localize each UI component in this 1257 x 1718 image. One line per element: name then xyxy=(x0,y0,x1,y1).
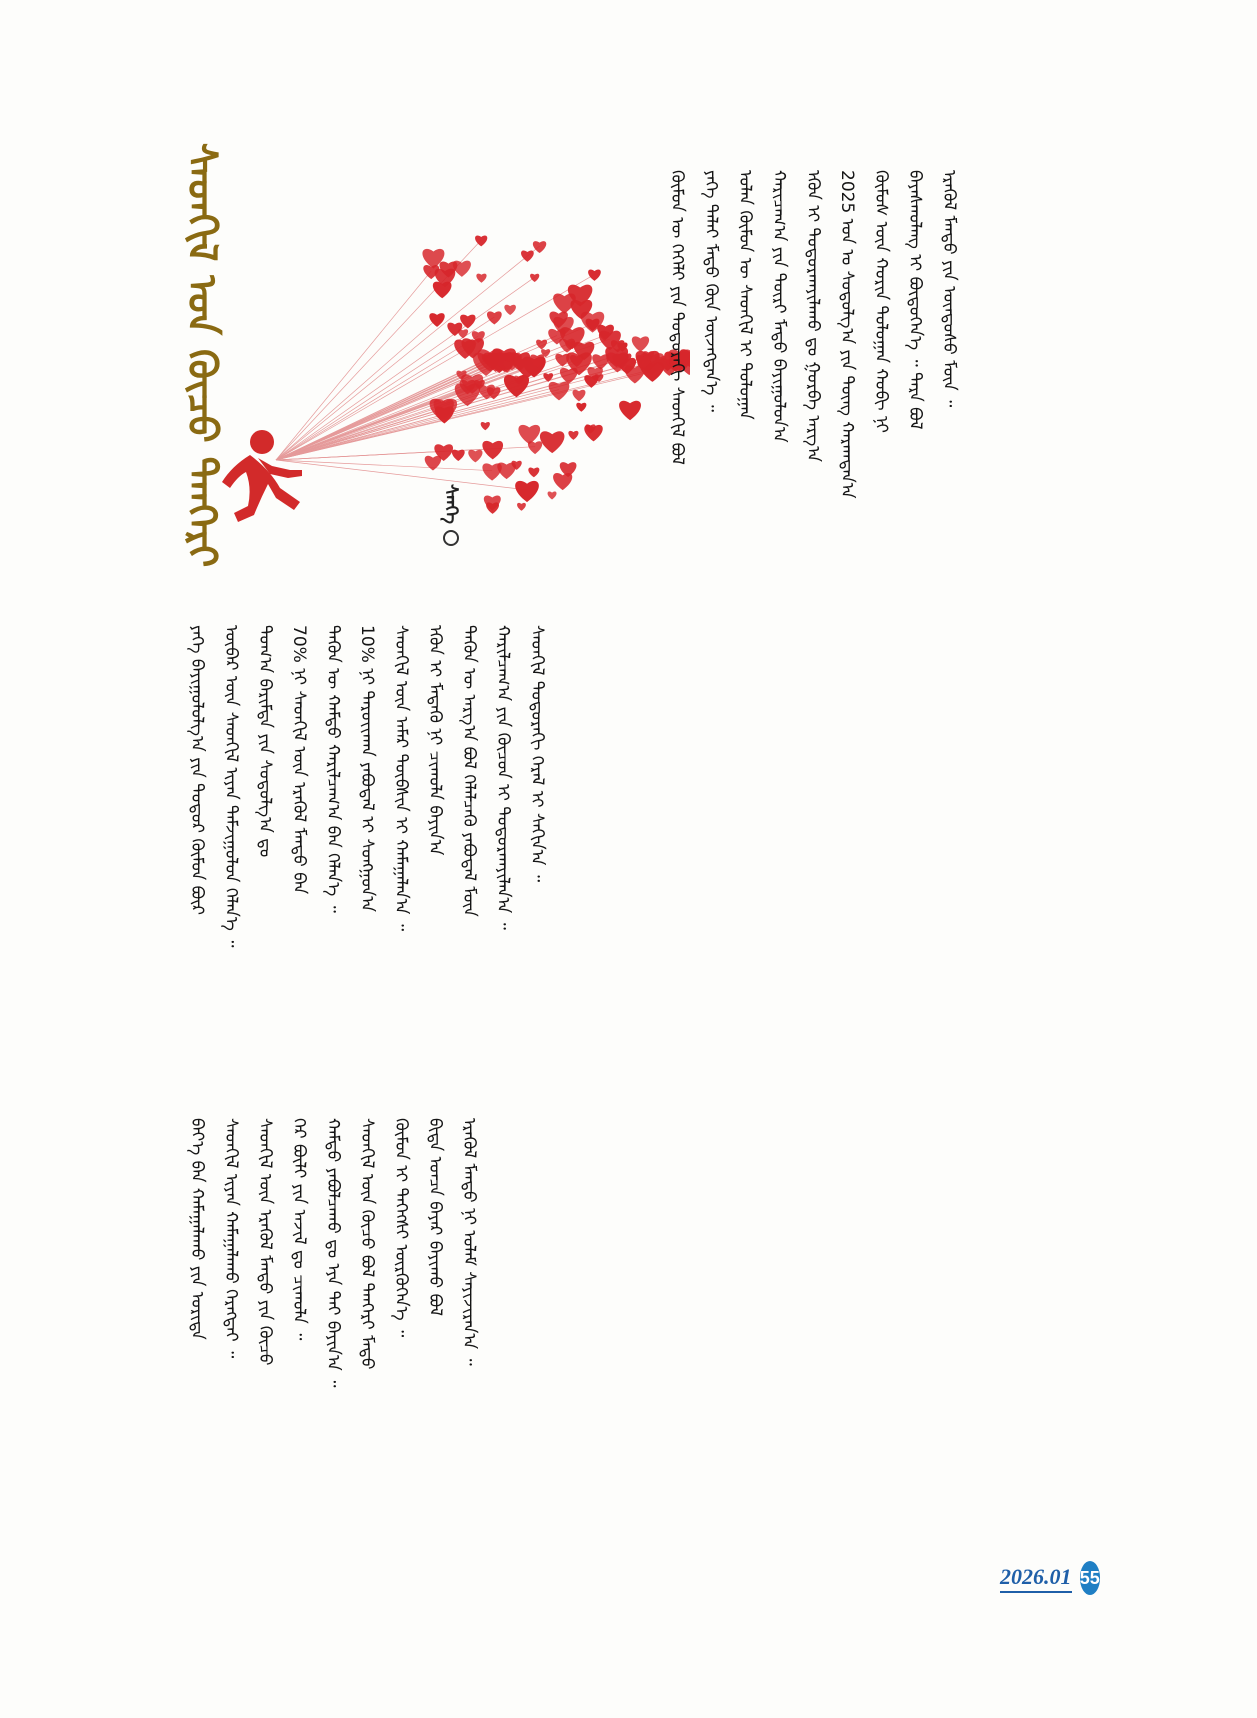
heart-icon xyxy=(548,492,557,500)
text-block-2 xyxy=(180,625,1020,1085)
heart-icon xyxy=(560,368,578,384)
heart-icon xyxy=(515,481,539,502)
paragraph-line: ᠬᠦᠮᠦᠰ ᠦᠨ ᠬᠣᠷᠢᠨ ᠳᠣᠯᠣᠭᠠᠨ ᠬᠤᠪᠢ ᠨᠢ xyxy=(871,170,891,433)
paragraph-line: ᠰᠡᠳᠬᠢᠯ ᠢᠶᠡᠨ ᠬᠠᠮᠠᠭᠠᠯᠠᠬᠤ ᠬᠡᠷᠡᠭᠲᠡᠢ ᠃ xyxy=(221,1118,241,1359)
paragraph-line: ᠲᠡᠭᠦᠨ ᠦ ᠠᠷᠭ᠎ᠠ ᠪᠣᠯ ᠬᠡᠯᠡᠯᠴᠡᠬᠦ ᠶᠠᠪᠤᠳᠠᠯ ᠮᠥᠨ xyxy=(459,625,479,917)
heart-icon xyxy=(453,261,471,277)
article-title: ᠰᠡᠳᠬᠢᠯ ᠤᠨ ᠬᠦᠴᠦ ᠲᠡᠨᠭᠡᠷᠢ xyxy=(178,142,226,568)
paragraph-line: ᠪᠡᠶ᠎ᠡ ᠪᠡᠨ ᠬᠠᠮᠠᠭᠠᠯᠠᠬᠤ ᠶᠢᠨ ᠤᠷᠢᠳᠠ xyxy=(187,1118,207,1340)
paragraph-line: ᠰᠡᠳᠬᠢᠯ ᠦᠨ ᠬᠦᠴᠦ ᠪᠣᠯ ᠲᠡᠨᠭᠡᠷᠢ ᠮᠡᠲᠦ xyxy=(357,1118,377,1370)
paragraph-line: ᠰᠡᠳᠬᠢᠯ ᠳᠣᠲᠣᠷᠠᠬᠢ ᠭᠡᠷᠡᠯ ᠢ ᠰᠠᠬᠢᠨ᠎ᠠ ᠃ xyxy=(527,625,547,883)
paragraph-line: ᠰᠡᠳᠬᠢᠯ ᠦᠨ ᠠᠮᠠᠷ ᠲᠦᠪᠰᠢᠨ ᠢ ᠬᠠᠮᠠᠭᠠᠯᠠᠨ᠎ᠠ ᠃ xyxy=(391,625,411,932)
balloon-string xyxy=(276,460,492,471)
paragraph-line: 10% ᠨᠢ ᠳᠠᠷᠤᠶ᠋ᠢᠬᠠᠨ ᠶᠠᠪᠤᠳᠠᠯ ᠢ ᠰᠣᠩᠭᠤᠨ᠎ᠠ xyxy=(357,625,377,913)
text-block-1 xyxy=(660,170,1020,610)
paragraph-line: ᠡᠷᠡᠭᠦᠯ ᠮᠡᠨᠳᠦ ᠨᠢ ᠤᠯᠠᠮ ᠰᠠᠶᠢᠵᠢᠷᠠᠨ᠎ᠠ ᠃ xyxy=(459,1118,479,1366)
heart-icon xyxy=(487,311,502,324)
heart-icon xyxy=(549,382,570,400)
heart-icon xyxy=(476,274,486,283)
paragraph-line: ᠬᠦᠮᠦᠨ ᠢ ᠳᠡᠭᠡᠭᠰᠢ ᠥᠷᠭᠦᠭᠡᠨ᠎ᠡ ᠃ xyxy=(391,1118,411,1338)
paragraph-line: ᠬᠠᠷᠢᠴᠠᠭ᠎ᠠ ᠶᠢᠨ ᠳᠦᠷᠢ ᠮᠡᠲᠦ ᠪᠠᠶᠢᠭᠤᠯᠤᠨ᠎ᠠ xyxy=(769,170,789,443)
heart-icon xyxy=(518,425,540,444)
heart-icon xyxy=(486,502,499,514)
author-circle-icon xyxy=(443,530,459,546)
heart-icon xyxy=(568,431,578,440)
heart-icon xyxy=(584,375,598,388)
text-block-3 xyxy=(180,1118,1020,1538)
heart-icon xyxy=(528,467,539,477)
paragraph-line: ᠡᠷᠡᠭᠦᠯ ᠮᠡᠨᠳᠦ ᠶᠢᠨ ᠦᠨᠳᠦᠰᠦ ᠮᠥᠨ ᠃ xyxy=(939,170,959,408)
heart-icon xyxy=(482,441,503,459)
heart-icon xyxy=(619,401,641,421)
heart-icon xyxy=(481,422,490,430)
paragraph-line: ᠡᠭᠦᠨ ᠢ ᠲᠣᠳᠣᠷᠬᠠᠶᠢᠯᠠᠬᠤ ᠳᠤ ᠭᠤᠷᠪᠠ ᠠᠷᠭ᠎ᠠ xyxy=(803,170,823,462)
heart-icon xyxy=(553,294,576,314)
heart-icon xyxy=(573,390,586,402)
heart-icon xyxy=(504,305,516,315)
paragraph-line: ᠡᠭᠦᠨ ᠢ ᠮᠡᠳᠡᠬᠦ ᠨᠢ ᠴᠢᠬᠤᠯᠠ ᠪᠠᠶᠢᠨ᠎ᠠ xyxy=(425,625,445,856)
heart-icon xyxy=(473,353,499,376)
paragraph-line: ᠶᠡᠬᠡ ᠳᠠᠯᠠᠢ ᠮᠡᠲᠦ ᠭᠦᠨ ᠦᠵᠡᠭᠳᠡᠨ᠎ᠡ ᠃ xyxy=(701,170,721,412)
issue-date: 2026.01 xyxy=(1000,1564,1072,1593)
paragraph-line: ᠲᠡᠭᠦᠨ ᠦ ᠬᠠᠮᠲᠤ ᠬᠠᠷᠢᠯᠴᠠᠭ᠎ᠠ ᠪᠠᠨ ᠬᠡᠯᠡᠨ᠎ᠡ ᠃ xyxy=(323,625,343,913)
heart-icon xyxy=(528,441,542,454)
paragraph-line: 70% ᠨᠢ ᠰᠡᠳᠬᠢᠯ ᠦᠨ ᠡᠷᠡᠭᠦᠯ ᠮᠡᠨᠳᠦ ᠪᠡᠨ xyxy=(289,625,309,895)
heart-icon xyxy=(460,315,475,329)
paragraph-line: ᠬᠠᠷᠢᠯᠴᠠᠭ᠎ᠠ ᠶᠢᠨ ᠬᠦᠴᠦᠨ ᠢ ᠲᠣᠳᠣᠷᠬᠠᠶᠢᠯᠠᠨ᠎ᠠ ᠃ xyxy=(493,625,513,930)
paragraph-line: ᠥᠪᠡᠷ ᠦᠨ ᠰᠡᠳᠬᠢᠯ ᠢᠶᠡᠨ ᠳᠠᠮᠵᠢᠭᠤᠯᠤᠨ ᠬᠡᠯᠡᠨ᠎ᠡ ᠃ xyxy=(221,625,241,948)
heart-icon xyxy=(632,336,649,351)
heart-icon xyxy=(452,450,465,461)
heart-icon xyxy=(517,503,526,511)
heart-icon xyxy=(588,270,601,281)
heart-icon xyxy=(536,340,547,350)
heart-icon xyxy=(560,462,577,477)
heart-icon xyxy=(482,463,501,480)
paragraph-line: ᠣᠯᠠᠨ ᠬᠦᠮᠦᠨ ᠦ ᠰᠡᠳᠬᠢᠯ ᠢ ᠳᠣᠯᠣᠭᠠᠨ xyxy=(735,170,755,420)
paragraph-line: ᠬᠦᠮᠦᠨ ᠦ ᠬᠡᠭᠡᠯᠢ ᠶᠢᠨ ᠳᠣᠲᠣᠷᠠᠬᠢ ᠰᠡᠳᠬᠢᠯ ᠪᠣᠯ xyxy=(667,170,687,465)
heart-icon xyxy=(533,241,546,253)
paragraph-line: ᠬᠠᠮᠲᠤ ᠶᠠᠪᠤᠯᠴᠠᠬᠤ ᠳᠤ ᠡᠶᠡ ᠲᠡᠢ ᠪᠠᠶᠢᠨ᠎ᠠ ᠃ xyxy=(323,1118,343,1388)
heart-icon xyxy=(468,450,482,463)
heart-icon xyxy=(584,425,602,441)
paragraph-line: ᠪᠢᠳᠡ ᠣᠨᠴᠠ ᠪᠠᠶᠠᠷ ᠪᠠᠶᠢᠬᠤ ᠪᠣᠯ xyxy=(425,1118,445,1316)
heart-icon xyxy=(521,251,534,262)
paragraph-line: ᠪᠠᠶᠠᠰᠬᠤᠯᠠᠩ ᠢ ᠪᠦᠲᠦᠭᠡᠨ᠎ᠡ ᠃ ᠲᠡᠷᠡ ᠪᠣᠯ xyxy=(905,170,925,430)
paragraph-line: ᠰᠡᠳᠬᠢᠯ ᠦᠨ ᠡᠷᠡᠭᠦᠯ ᠮᠡᠨᠳᠦ ᠶᠢᠨ ᠬᠦᠴᠦ xyxy=(255,1118,275,1366)
paragraph-line: ᠲᠣᠭ᠎ᠠ ᠪᠠᠷᠢᠮᠲᠠ ᠶᠢᠨ ᠰᠤᠳᠤᠯᠭ᠎ᠠ ᠳᠤ xyxy=(255,625,275,858)
page-number: 55 xyxy=(1080,1561,1101,1595)
heart-icon xyxy=(576,403,586,412)
heart-icon xyxy=(530,274,539,282)
author-name: ᠰᠡᠨᠭᠡ xyxy=(440,484,462,524)
balloon-string xyxy=(276,357,504,460)
paragraph-line: ᠭᠡᠷ ᠪᠦᠯᠢ ᠶᠢᠨ ᠠᠵᠢᠯ ᠳᠤ ᠴᠢᠬᠤᠯᠠ ᠃ xyxy=(289,1118,309,1341)
page-footer xyxy=(1000,1558,1100,1598)
paragraph-line: ᠶᠡᠬᠡ ᠪᠠᠶᠢᠭᠤᠯᠤᠯᠭ᠎ᠠ ᠶᠢᠨ ᠳᠣᠲᠣᠷ ᠬᠦᠮᠦᠨ ᠪᠦᠷ xyxy=(187,625,207,916)
author-byline xyxy=(434,484,468,574)
heart-icon xyxy=(543,373,553,382)
heart-icon xyxy=(540,431,565,453)
paragraph-line: 2025 ᠣᠨ ᠤ ᠰᠤᠳᠤᠯᠭ᠎ᠠ ᠶᠢᠨ ᠳᠦᠩ ᠬᠠᠷᠠᠭᠳᠠᠨ᠎ᠠ xyxy=(837,170,857,499)
